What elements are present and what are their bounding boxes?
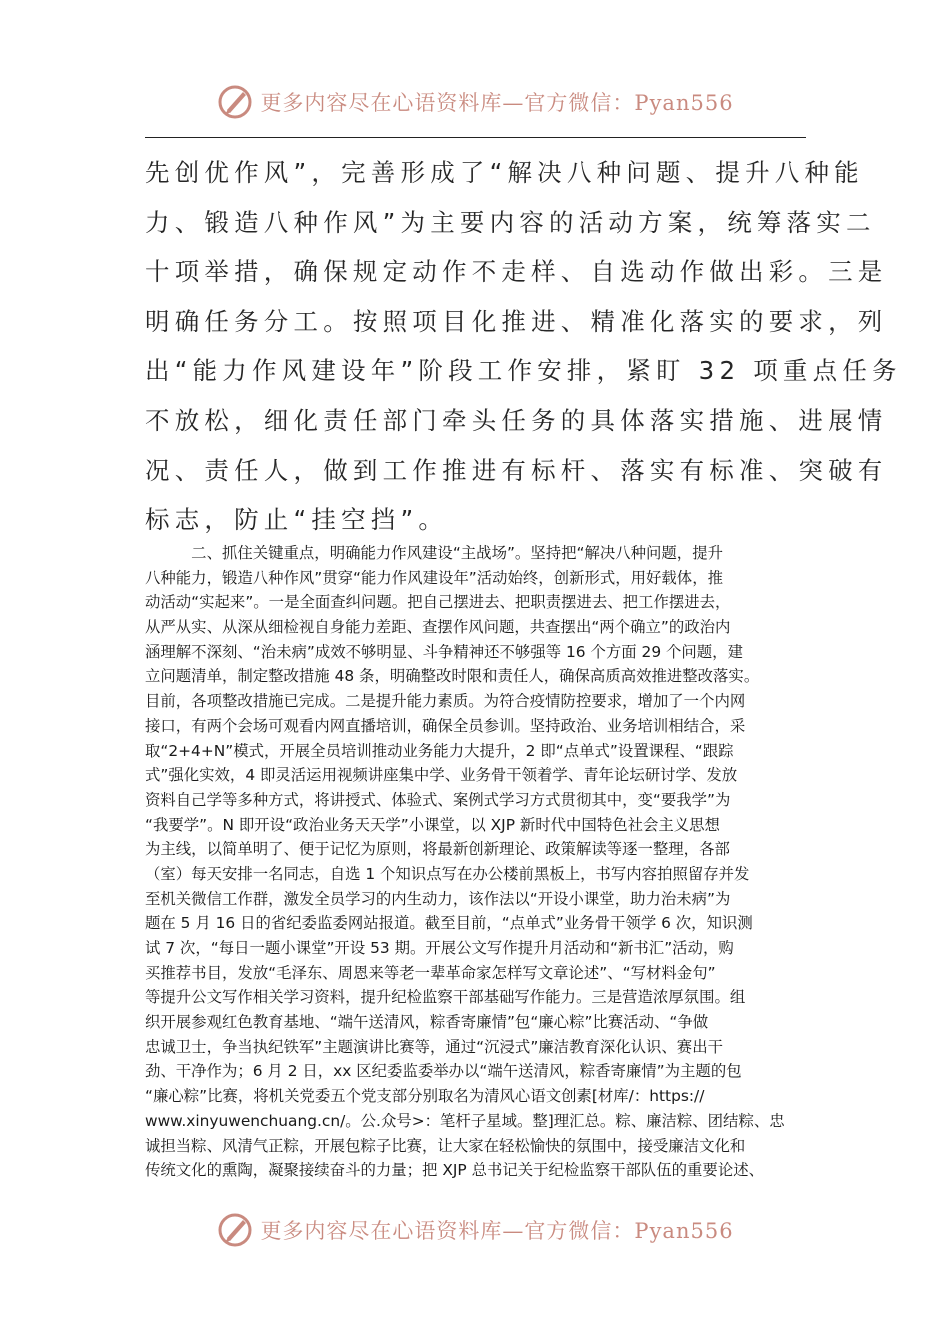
header-banner-text: 更多内容尽在心语资料库—官方微信：Pyan556: [260, 91, 734, 115]
body-small-line: 接口，有两个会场可观看内网直播培训，确保全员参训。坚持政治、业务培训相结合，采: [145, 716, 746, 735]
pen-logo-icon: [216, 1211, 254, 1249]
body-large-line: 标志，防止“挂空挡”。: [145, 505, 449, 535]
body-small-line: 等提升公文写作相关学习资料，提升纪检监察干部基础写作能力。三是营造浓厚氛围。组: [145, 988, 746, 1007]
body-small-line: 目前，各项整改措施已完成。二是提升能力素质。为符合疫情防控要求，增加了一个内网: [145, 692, 746, 711]
body-large-line: 不放松，细化责任部门牵头任务的具体落实措施、进展情: [145, 405, 888, 435]
body-large-line: 力、锻造八种作风”为主要内容的活动方案，统筹落实二: [145, 207, 876, 237]
body-small-line: 为主线，以简单明了、便于记忆为原则，将最新创新理论、政策解读等逐一整理，各部: [145, 840, 730, 859]
body-small-line: 立问题清单，制定整改措施 48 条，明确整改时限和责任人，确保高质高效推进整改落实。: [145, 667, 760, 686]
body-small-line: 式”强化实效，4 即灵活运用视频讲座集中学、业务骨干领着学、青年论坛研讨学、发放: [145, 766, 738, 785]
body-small-line: 八种能力，锻造八种作风”贯穿“能力作风建设年”活动始终，创新形式，用好载体，推: [145, 568, 723, 587]
body-small-line: 从严从实、从深从细检视自身能力差距、查摆作风问题，共查摆出“两个确立”的政治内: [145, 618, 731, 637]
body-small-line: 资料自己学等多种方式，将讲授式、体验式、案例式学习方式贯彻其中，变“要我学”为: [145, 790, 731, 809]
body-small-line: 试 7 次，“每日一题小课堂”开设 53 期。开展公文写作提升月活动和“新书汇”活动，购: [145, 939, 734, 957]
footer-banner: [0, 1208, 950, 1252]
body-small-line: 涵理解不深刻、“治未病”成效不够明显、斗争精神还不够强等 16 个方面 29 个问题，建: [145, 642, 743, 661]
footer-banner-text: 更多内容尽在心语资料库—官方微信：Pyan556: [260, 1219, 734, 1243]
body-small-line: “我要学”。N 即开设“政治业务天天学”小课堂，以 XJP 新时代中国特色社会主义思想: [145, 815, 720, 834]
body-large-line: 先创优作风”，完善形成了“解决八种问题、提升八种能: [145, 158, 864, 187]
body-small-line: www.xinyuwenchuang.cn/。公.众号>：笔杆子星域。整]理汇总。粽、廉洁粽、团结粽、忠: [145, 1111, 785, 1130]
body-large-line: 况、责任人，做到工作推进有标杆、落实有标准、突破有: [145, 455, 888, 485]
body-small-line: 题在 5 月 16 日的省纪委监委网站报道。截至目前，“点单式”业务骨干领学 6 次，知识测: [145, 914, 753, 933]
body-small-line: 二、抓住关键重点，明确能力作风建设“主战场”。坚持把“解决八种问题，提升: [145, 544, 723, 562]
body-small-line: 诚担当粽、风清气正粽，开展包粽子比赛，让大家在轻松愉快的氛围中，接受廉洁文化和: [145, 1136, 746, 1155]
body-small-line: 劲、干净作为；6 月 2 日，xx 区纪委监委举办以“端午送清风，粽香寄廉情”为主题的包: [145, 1062, 742, 1081]
body-small-line: 买推荐书目，发放“毛泽东、周恩来等老一辈革命家怎样写文章论述”、“写材料金句”: [145, 963, 716, 982]
body-small-line: 至机关微信工作群，激发全员学习的内生动力，该作法以“开设小课堂，助力治未病”为: [145, 889, 731, 908]
body-large-text: [145, 148, 902, 545]
pen-logo-icon: [216, 83, 254, 121]
header-banner: [0, 80, 950, 124]
header-divider: [145, 137, 806, 138]
body-small-line: （室）每天安排一名同志，自选 1 个知识点写在办公楼前黑板上，书写内容拍照留存并发: [145, 864, 750, 883]
body-small-line: “廉心粽”比赛，将机关党委五个党支部分别取名为清风心语文创素[材库/：https://: [145, 1087, 705, 1106]
body-small-line: 取“2+4+N”模式，开展全员培训推动业务能力大提升，2 即“点单式”设置课程、“跟踪: [145, 741, 734, 760]
body-large-line: 出“能力作风建设年”阶段工作安排，紧盯 32 项重点任务: [145, 356, 902, 386]
body-small-line: 忠诚卫士，争当执纪铁军”主题演讲比赛等，通过“沉浸式”廉洁教育深化认识、赛出干: [145, 1037, 723, 1056]
body-small-text: [145, 541, 810, 1183]
body-small-line: 传统文化的熏陶，凝聚接续奋斗的力量；把 XJP 总书记关于纪检监察干部队伍的重要论述、: [145, 1161, 764, 1180]
body-large-line: 明确任务分工。按照项目化推进、精准化落实的要求，列: [145, 306, 888, 336]
body-small-line: 动活动“实起来”。一是全面查纠问题。把自己摆进去、把职责摆进去、把工作摆进去，: [145, 593, 731, 612]
body-small-line: 织开展参观红色教育基地、“端午送清风，粽香寄廉情”包“廉心粽”比赛活动、“争做: [145, 1013, 709, 1032]
body-large-line: 十项举措，确保规定动作不走样、自选动作做出彩。三是: [145, 257, 888, 287]
